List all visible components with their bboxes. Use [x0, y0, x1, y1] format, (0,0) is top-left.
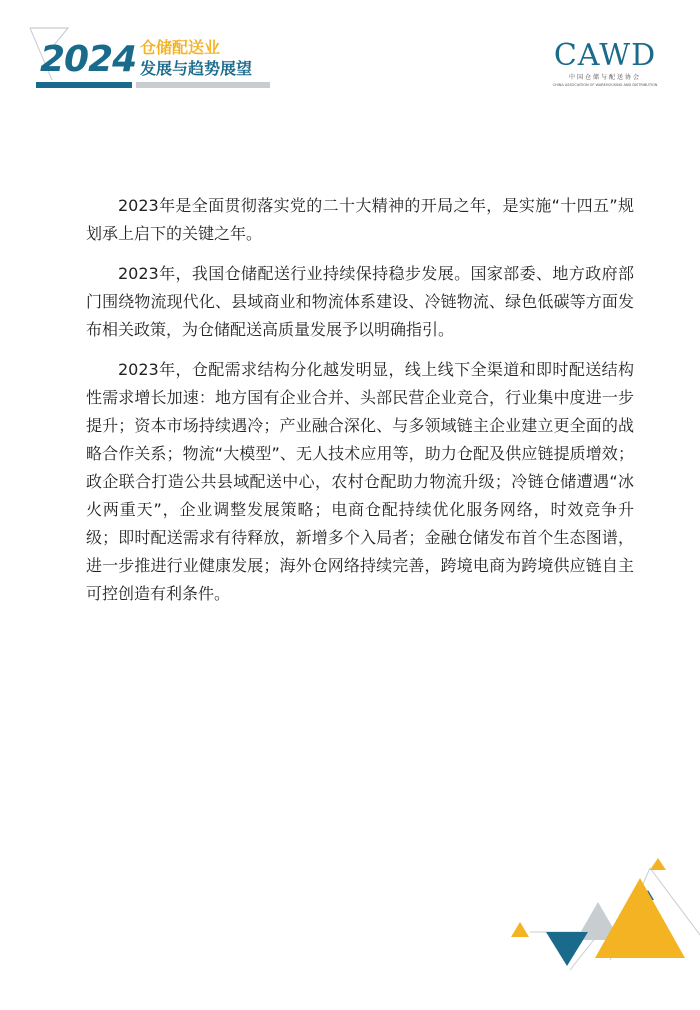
report-year: 2024 — [40, 39, 137, 80]
footer-triangle-decoration — [500, 840, 700, 1010]
report-subtitle-line2: 发展与趋势展望 — [140, 59, 253, 78]
report-subtitle-line1: 仓储配送业 — [140, 38, 221, 57]
paragraph-2: 2023年，我国仓储配送行业持续保持稳步发展。国家部委、地方政府部门围绕物流现代化、县域商业和物流体系建设、冷链物流、绿色低碳等方面发布相关政策，为仓储配送高质量发展予以明确指引。 — [86, 264, 634, 339]
paragraph-1: 2023年是全面贯彻落实党的二十大精神的开局之年，是实施“十四五”规划承上启下的关键之年。 — [86, 196, 634, 243]
page-header — [0, 0, 700, 100]
cawd-logo — [540, 40, 670, 88]
page-body — [86, 192, 634, 620]
paragraph-3: 2023年，仓配需求结构分化越发明显，线上线下全渠道和即时配送结构性需求增长加速：地方国有企业合并、头部民营企业竞合，行业集中度进一步提升；资本市场持续遇冷；产业融合深化、与多领域链主企业建立更全面的战略合作关系；物流“大模型”、无人技术应用等，助力仓配及供应链提质增效；政企联合打造公共县域配送中心，农村仓配助力物流升级；冷链仓储遭遇“冰火两重天”，企业调整发展策略；电商仓配持续优化服务网络，时效竞争升级；即时配送需求有待释放，新增多个入局者；金融仓储发布首个生态图谱，进一步推进行业健康发展；海外仓网络持续完善，跨境电商为跨境供应链自主可控创造有利条件。 — [86, 360, 634, 603]
logo-english-name: CHINA ASSOCIATION OF WAREHOUSING AND DISTRIBUTION — [552, 83, 658, 87]
logo-text: CAWD — [553, 38, 657, 73]
logo-chinese-name: 中国仓储与配送协会 — [568, 74, 641, 81]
